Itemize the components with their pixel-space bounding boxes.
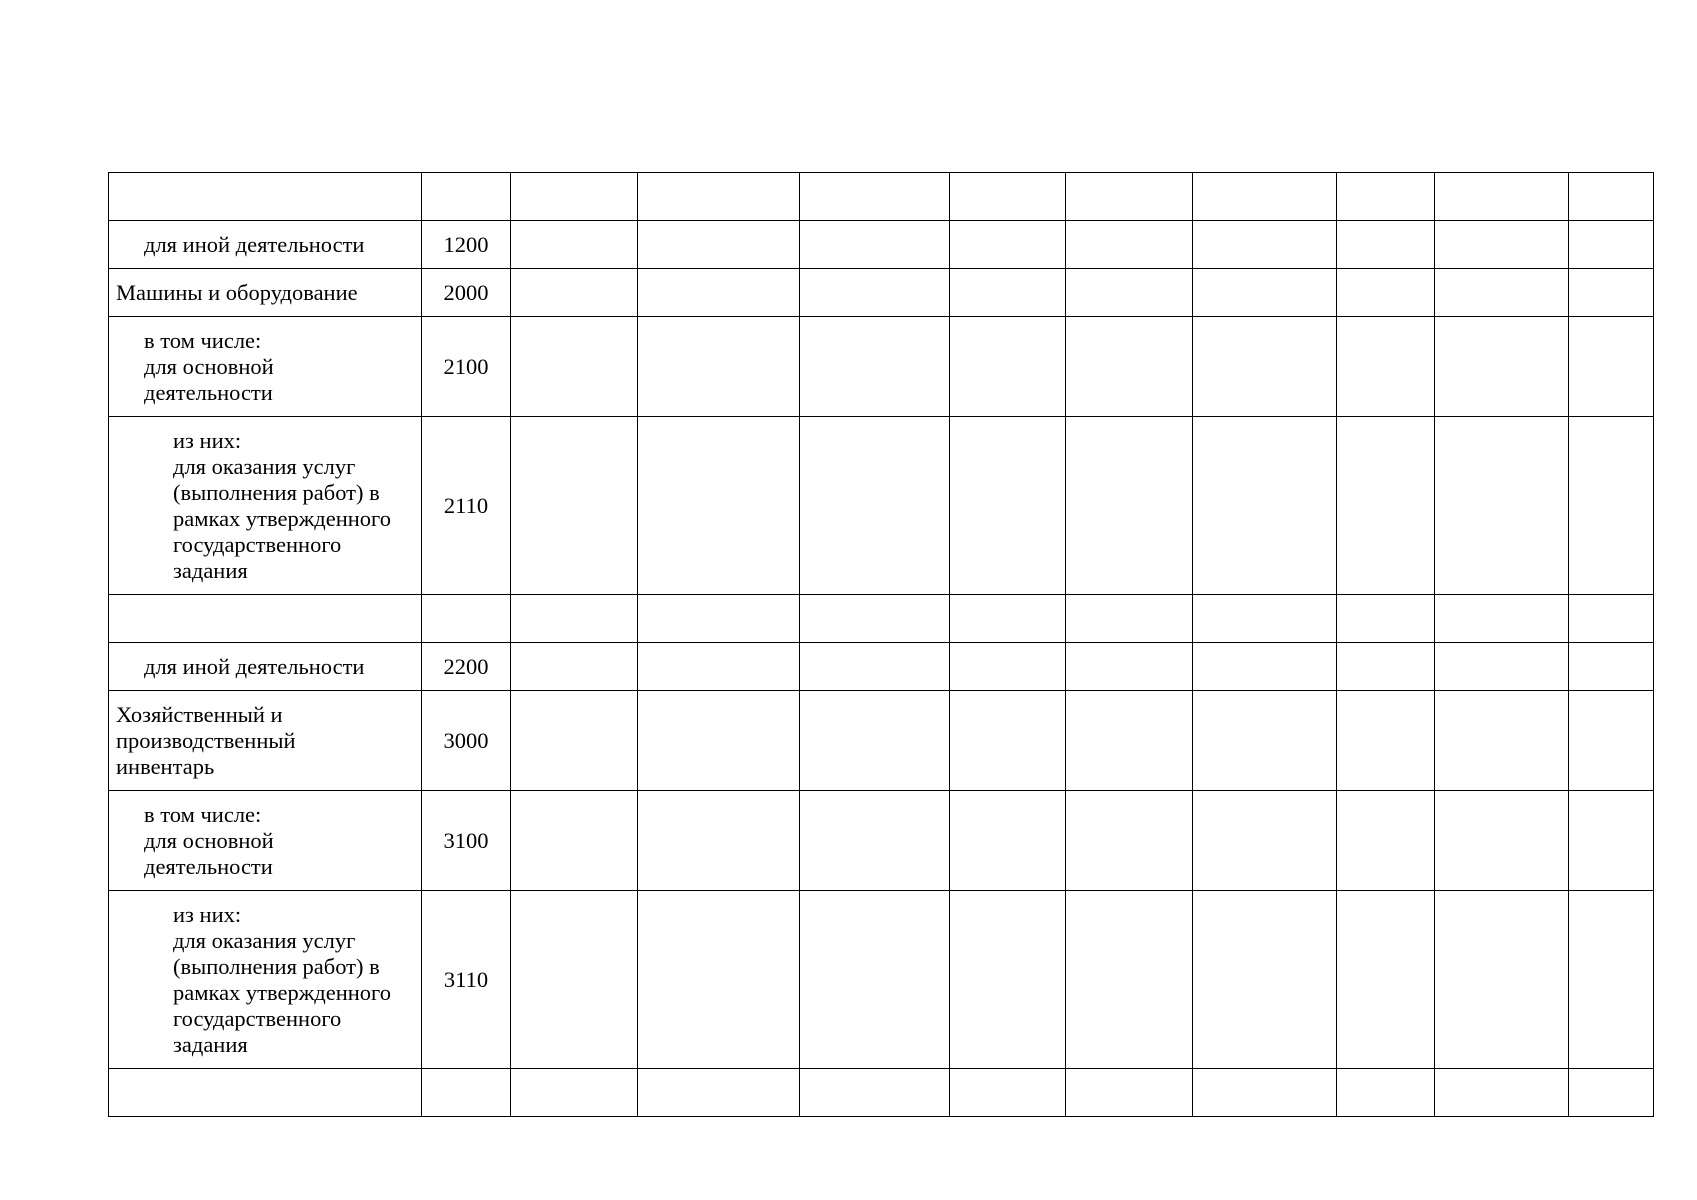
row-code-cell: 2200: [422, 643, 511, 691]
value-cell: [1193, 417, 1337, 595]
row-code-cell: 3110: [422, 891, 511, 1069]
row-code-cell: [422, 1069, 511, 1117]
value-cell: [638, 691, 800, 791]
value-cell: [1569, 595, 1654, 643]
value-cell: [950, 791, 1066, 891]
row-code-cell: 2100: [422, 317, 511, 417]
value-cell: [1066, 643, 1193, 691]
table-row: [109, 173, 1654, 221]
row-label-line: Хозяйственный и: [116, 701, 283, 727]
table-row: [109, 595, 1654, 643]
value-cell: [511, 269, 638, 317]
table-row: [109, 1069, 1654, 1117]
value-cell: [511, 1069, 638, 1117]
row-label-line: для основной: [144, 353, 274, 379]
table-row: [109, 691, 1654, 791]
value-cell: [950, 173, 1066, 221]
value-cell: [1193, 891, 1337, 1069]
value-cell: [638, 891, 800, 1069]
value-cell: [950, 221, 1066, 269]
value-cell: [511, 791, 638, 891]
value-cell: [1066, 269, 1193, 317]
row-label-line: задания: [173, 557, 248, 583]
value-cell: [1569, 791, 1654, 891]
row-code-cell: 1200: [422, 221, 511, 269]
value-cell: [1337, 643, 1435, 691]
row-label-line: из них:: [173, 901, 242, 927]
value-cell: [1435, 173, 1569, 221]
value-cell: [950, 643, 1066, 691]
value-cell: [800, 317, 950, 417]
value-cell: [800, 691, 950, 791]
value-cell: [1435, 643, 1569, 691]
value-cell: [1066, 791, 1193, 891]
value-cell: [1435, 691, 1569, 791]
row-label-cell: [109, 791, 422, 891]
value-cell: [800, 595, 950, 643]
value-cell: [1337, 317, 1435, 417]
value-cell: [1569, 417, 1654, 595]
value-cell: [1193, 691, 1337, 791]
value-cell: [1337, 691, 1435, 791]
row-label-line: в том числе:: [144, 327, 262, 353]
value-cell: [1569, 691, 1654, 791]
row-label-line: деятельности: [144, 379, 273, 405]
value-cell: [1337, 891, 1435, 1069]
value-cell: [1435, 269, 1569, 317]
value-cell: [511, 417, 638, 595]
value-cell: [1193, 643, 1337, 691]
value-cell: [1569, 221, 1654, 269]
value-cell: [1066, 417, 1193, 595]
value-cell: [1066, 1069, 1193, 1117]
row-label-line: задания: [173, 1031, 248, 1057]
value-cell: [1569, 269, 1654, 317]
row-label-cell: [109, 691, 422, 791]
row-code-cell: 2000: [422, 269, 511, 317]
value-cell: [511, 891, 638, 1069]
value-cell: [1193, 1069, 1337, 1117]
row-label-line: государственного: [173, 531, 342, 557]
value-cell: [1569, 173, 1654, 221]
row-label-cell: [109, 417, 422, 595]
value-cell: [1066, 595, 1193, 643]
value-cell: [1435, 317, 1569, 417]
row-label-line: (выполнения работ) в: [173, 953, 380, 979]
value-cell: [800, 417, 950, 595]
value-cell: [1569, 643, 1654, 691]
value-cell: [1435, 595, 1569, 643]
value-cell: [1569, 317, 1654, 417]
value-cell: [1193, 791, 1337, 891]
row-label-line: (выполнения работ) в: [173, 479, 380, 505]
value-cell: [950, 317, 1066, 417]
row-label-cell: [109, 1069, 422, 1117]
value-cell: [1435, 1069, 1569, 1117]
value-cell: [1193, 221, 1337, 269]
row-code-cell: 3100: [422, 791, 511, 891]
value-cell: [638, 1069, 800, 1117]
row-label-cell: [109, 643, 422, 691]
row-label-line: в том числе:: [144, 801, 262, 827]
value-cell: [1066, 691, 1193, 791]
table-body: [109, 173, 1654, 1117]
row-label-line: инвентарь: [116, 753, 215, 779]
table-row: [109, 891, 1654, 1069]
value-cell: [638, 643, 800, 691]
table-row: [109, 417, 1654, 595]
table-row: [109, 269, 1654, 317]
value-cell: [1435, 891, 1569, 1069]
value-cell: [1337, 595, 1435, 643]
value-cell: [1193, 317, 1337, 417]
value-cell: [1193, 595, 1337, 643]
value-cell: [1435, 791, 1569, 891]
row-label-cell: [109, 221, 422, 269]
row-label-line: рамках утвержденного: [173, 505, 391, 531]
row-label-line: из них:: [173, 427, 242, 453]
row-label-line: Машины и оборудование: [116, 279, 358, 305]
row-code-cell: [422, 595, 511, 643]
value-cell: [638, 173, 800, 221]
value-cell: [800, 1069, 950, 1117]
table-row: [109, 643, 1654, 691]
value-cell: [1435, 417, 1569, 595]
value-cell: [511, 173, 638, 221]
value-cell: [638, 221, 800, 269]
value-cell: [1569, 1069, 1654, 1117]
value-cell: [638, 417, 800, 595]
value-cell: [1066, 221, 1193, 269]
value-cell: [1337, 173, 1435, 221]
value-cell: [1193, 269, 1337, 317]
value-cell: [1193, 173, 1337, 221]
value-cell: [638, 317, 800, 417]
value-cell: [950, 595, 1066, 643]
value-cell: [638, 269, 800, 317]
assets-table: [108, 172, 1654, 1117]
table-row: [109, 317, 1654, 417]
value-cell: [511, 595, 638, 643]
value-cell: [511, 221, 638, 269]
row-label-cell: [109, 269, 422, 317]
value-cell: [1337, 417, 1435, 595]
value-cell: [1569, 891, 1654, 1069]
value-cell: [800, 221, 950, 269]
row-label-line: производственный: [116, 727, 296, 753]
value-cell: [950, 417, 1066, 595]
row-code-cell: 3000: [422, 691, 511, 791]
row-label-cell: [109, 595, 422, 643]
row-code-cell: 2110: [422, 417, 511, 595]
value-cell: [950, 1069, 1066, 1117]
row-label-line: для оказания услуг: [173, 927, 356, 953]
row-label-line: для оказания услуг: [173, 453, 356, 479]
value-cell: [950, 891, 1066, 1069]
value-cell: [511, 643, 638, 691]
value-cell: [800, 173, 950, 221]
value-cell: [950, 691, 1066, 791]
row-label-line: для иной деятельности: [144, 231, 365, 257]
value-cell: [511, 317, 638, 417]
row-label-line: государственного: [173, 1005, 342, 1031]
value-cell: [511, 691, 638, 791]
value-cell: [800, 891, 950, 1069]
value-cell: [1066, 173, 1193, 221]
value-cell: [1337, 221, 1435, 269]
row-label-line: для иной деятельности: [144, 653, 365, 679]
value-cell: [1066, 891, 1193, 1069]
row-label-cell: [109, 891, 422, 1069]
row-label-line: деятельности: [144, 853, 273, 879]
table-row: [109, 221, 1654, 269]
value-cell: [1337, 791, 1435, 891]
row-label-line: для основной: [144, 827, 274, 853]
value-cell: [1337, 1069, 1435, 1117]
value-cell: [800, 791, 950, 891]
value-cell: [800, 643, 950, 691]
value-cell: [1435, 221, 1569, 269]
value-cell: [1066, 317, 1193, 417]
value-cell: [1337, 269, 1435, 317]
table-row: [109, 791, 1654, 891]
value-cell: [638, 791, 800, 891]
value-cell: [800, 269, 950, 317]
value-cell: [638, 595, 800, 643]
row-code-cell: [422, 173, 511, 221]
row-label-cell: [109, 173, 422, 221]
row-label-line: рамках утвержденного: [173, 979, 391, 1005]
value-cell: [950, 269, 1066, 317]
row-label-cell: [109, 317, 422, 417]
